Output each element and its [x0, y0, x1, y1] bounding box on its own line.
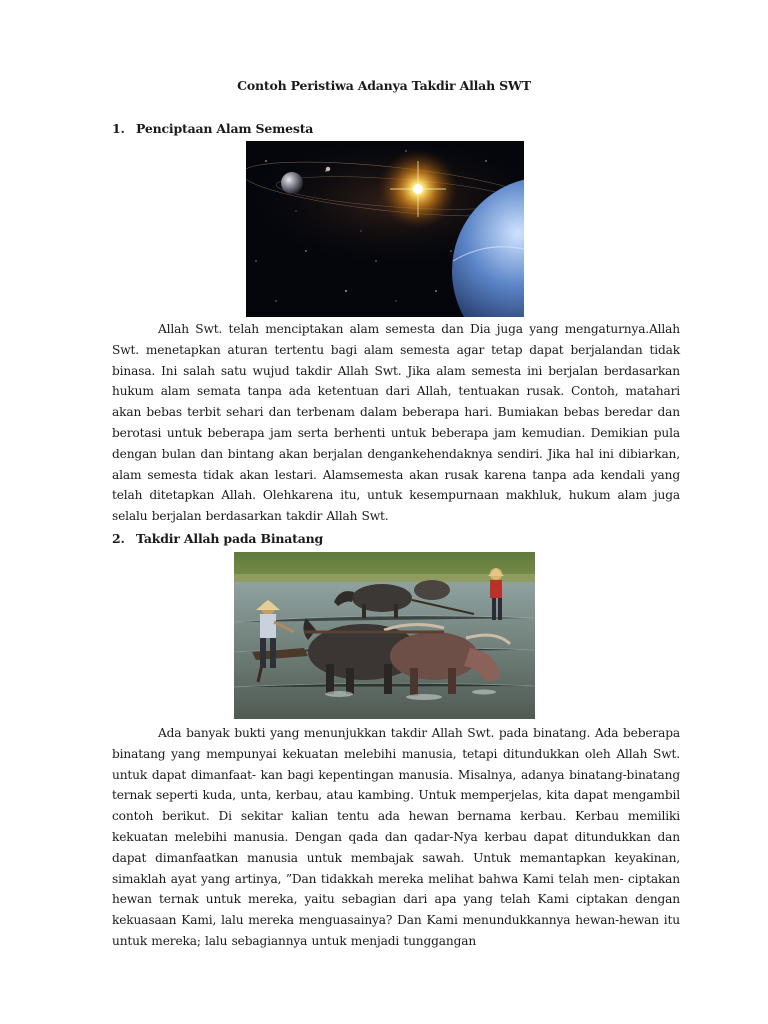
document-title: Contoh Peristiwa Adanya Takdir Allah SWT [237, 78, 531, 93]
section-title: Takdir Allah pada Binatang [136, 531, 324, 546]
section-heading-2 [112, 531, 323, 546]
section-title: Penciptaan Alam Semesta [136, 121, 314, 136]
buffalo-plowing-illustration [234, 552, 535, 719]
section-heading-1 [112, 121, 313, 136]
buffalo-plowing-image [234, 552, 535, 719]
section-paragraph-1: Allah Swt. telah menciptakan alam semesta dan Dia juga yang mengaturnya.Allah Swt. menetapkan aturan tertentu bagi alam semesta agar tetap dapat berjalandan tidak binasa. Ini salah satu wujud takdir Allah Swt. Jika alam semesta ini berjalan berdasarkan hukum alam semata tanpa ada ketentuan dari Allah, tentuakan rusak. Contoh, matahari akan bebas terbit sehari dan terbenam dalam beberapa hari. Bumiakan bebas beredar dan berotasi untuk beberapa jam serta berhenti untuk beberapa jam kemudian. Demikian pula dengan bulan dan bintang akan berjalan dengankehendaknya sendiri. Jika hal ini dibiarkan, alam semesta tidak akan lestari. Alamsemesta akan rusak karena tanpa ada kendali yang telah ditetapkan Allah. Olehkarena itu, untuk kesempurnaan makhluk, hukum alam juga selalu berjalan berdasarkan takdir Allah Swt. [112, 322, 680, 524]
solar-system-illustration [246, 141, 524, 317]
section-number: 1. [112, 121, 125, 136]
solar-system-image [246, 141, 524, 317]
section-paragraph-2: Ada banyak bukti yang menunjukkan takdir Allah Swt. pada binatang. Ada beberapa binatang yang mempunyai kekuatan melebihi manusia, tetapi ditundukkan oleh Allah Swt. untuk dapat dimanfaat- kan bagi kepentingan manusia. Misalnya, adanya binatang-binatang ternak seperti kuda, unta, kerbau, atau kambing. Untuk memperjelas, kita dapat mengambil contoh berikut. Di sekitar kalian tentu ada hewan bernama kerbau. Kerbau memiliki kekuatan melebihi manusia. Dengan qada dan qadar-Nya kerbau dapat ditundukkan dan dapat dimanfaatkan manusia untuk membajak sawah. Untuk memantapkan keyakinan, simaklah ayat yang artinya, ”Dan tidakkah mereka melihat bahwa Kami telah men- ciptakan hewan ternak untuk mereka, yaitu sebagian dari apa yang telah Kami ciptakan dengan kekuasaan Kami, lalu mereka menguasainya? Dan Kami menundukkannya hewan-hewan itu untuk mereka; lalu sebagiannya untuk menjadi tunggangan [112, 726, 680, 948]
section-number: 2. [112, 531, 125, 546]
